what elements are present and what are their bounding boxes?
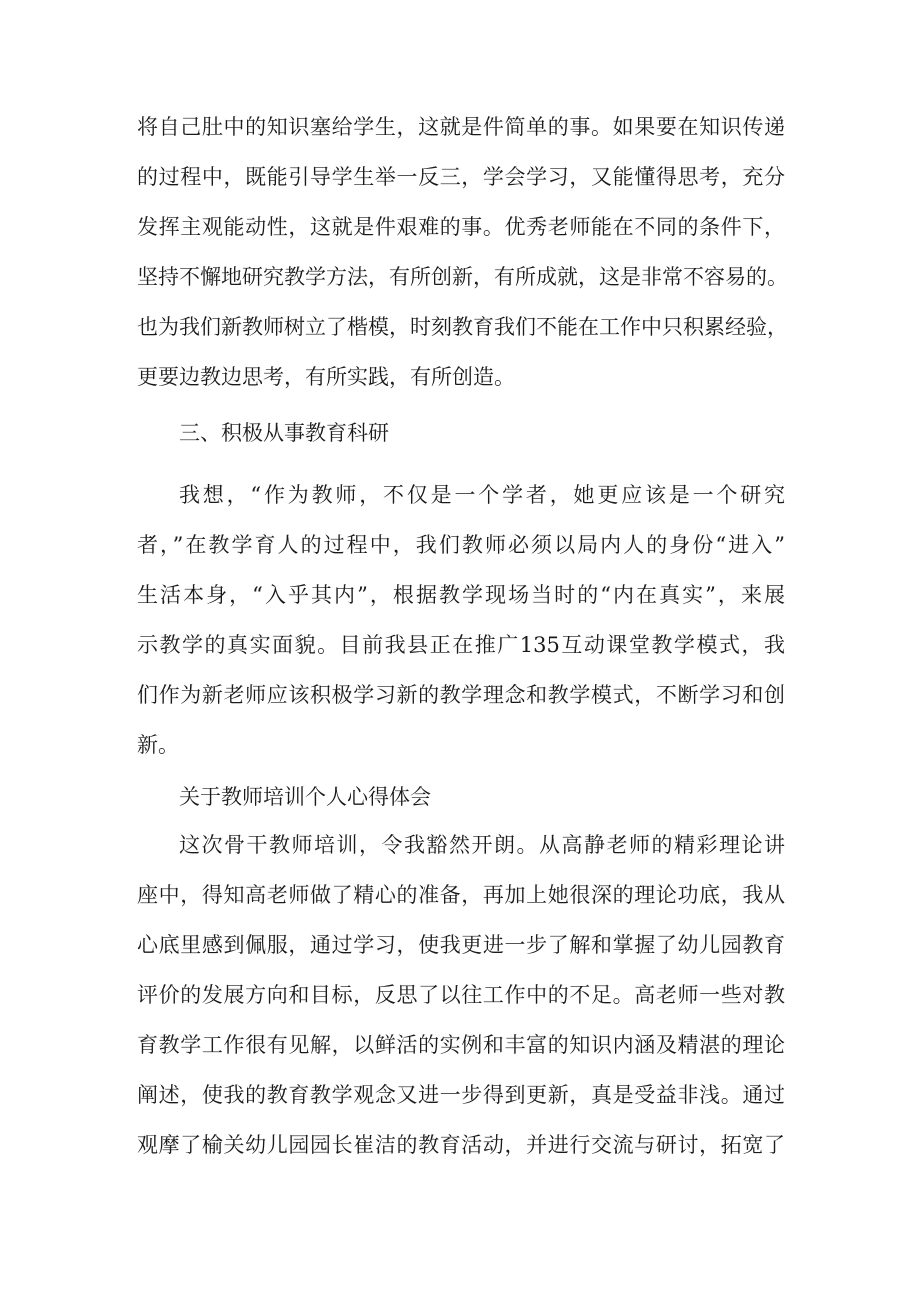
text-line: 心底里感到佩服，通过学习，使我更进一步了解和掌握了幼儿园教育 bbox=[137, 933, 785, 957]
text-line: 将自己肚中的知识塞给学生，这就是件简单的事。如果要在知识传递 bbox=[137, 115, 785, 139]
text-line: 阐述，使我的教育教学观念又进一步得到更新，真是受益非浅。通过 bbox=[137, 1083, 785, 1107]
text-line: 座中，得知高老师做了精心的准备，再加上她很深的理论功底，我从 bbox=[137, 883, 785, 907]
text-line: 观摩了榆关幼儿园园长崔洁的教育活动，并进行交流与研讨，拓宽了 bbox=[137, 1133, 785, 1157]
text-line: 坚持不懈地研究教学方法，有所创新，有所成就，这是非常不容易的。 bbox=[137, 265, 788, 289]
text-line: 示教学的真实面貌。目前我县正在推广135互动课堂教学模式，我 bbox=[137, 633, 785, 657]
text-line: 也为我们新教师树立了楷模，时刻教育我们不能在工作中只积累经验， bbox=[137, 315, 788, 339]
article-heading: 关于教师培训个人心得体会 bbox=[179, 785, 431, 809]
section-heading-research bbox=[137, 408, 785, 458]
text-line: 生活本身，“入乎其内”，根据教学现场当时的“内在真实”，来展 bbox=[137, 583, 785, 607]
article-title bbox=[137, 772, 785, 822]
text-line: 评价的发展方向和目标，反思了以往工作中的不足。高老师一些对教 bbox=[137, 983, 785, 1007]
text-line: 新。 bbox=[137, 733, 179, 757]
section-heading: 三、积极从事教育科研 bbox=[179, 421, 389, 445]
paragraph-researcher bbox=[137, 470, 785, 770]
text-line: 发挥主观能动性，这就是件艰难的事。优秀老师能在不同的条件下， bbox=[137, 215, 785, 239]
paragraph-training-experience bbox=[137, 820, 785, 1170]
text-line: 者，”在教学育人的过程中，我们教师必须以局内人的身份“进入” bbox=[137, 533, 785, 557]
text-line: 更要边教边思考，有所实践，有所创造。 bbox=[137, 365, 515, 389]
text-line: 这次骨干教师培训，令我豁然开朗。从高静老师的精彩理论讲 bbox=[179, 833, 785, 857]
paragraph-teaching-methods bbox=[137, 102, 788, 402]
text-line: 的过程中，既能引导学生举一反三，学会学习，又能懂得思考，充分 bbox=[137, 165, 785, 189]
text-line: 们作为新老师应该积极学习新的教学理念和教学模式，不断学习和创 bbox=[137, 683, 785, 707]
text-line: 育教学工作很有见解，以鲜活的实例和丰富的知识内涵及精湛的理论 bbox=[137, 1033, 785, 1057]
text-line: 我想，“作为教师，不仅是一个学者，她更应该是一个研究 bbox=[179, 483, 785, 507]
